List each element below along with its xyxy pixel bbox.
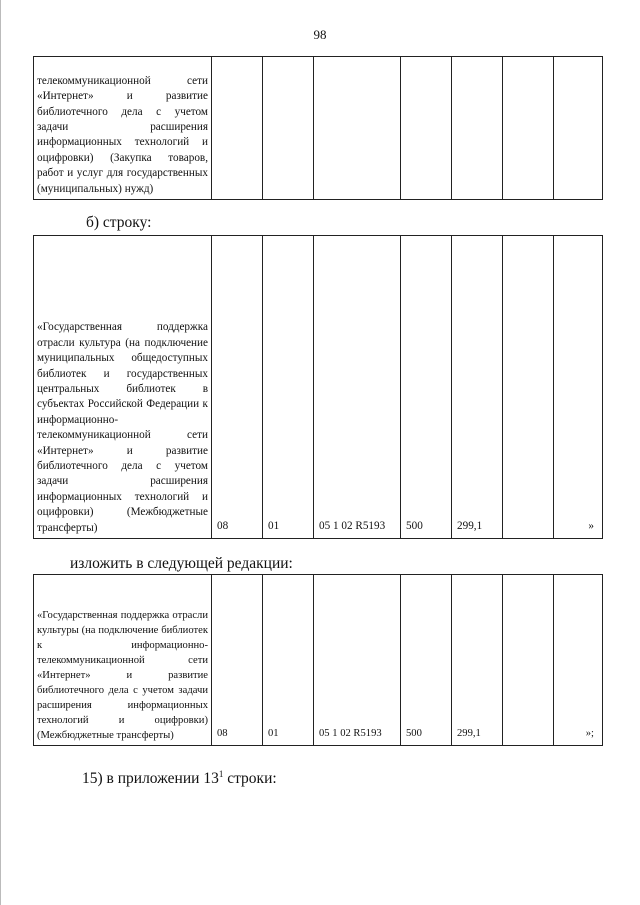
subsection-cell: 01 (263, 236, 314, 539)
target-article-cell (314, 57, 401, 200)
budget-table-continued (33, 56, 603, 200)
empty-cell (503, 57, 554, 200)
closing-cell (554, 57, 603, 200)
row-name-cell: телекоммуникационной сети «Интернет» и развитие библиотечного дела с учетом задачи расширения информационных технологий и оцифровки) (Закупка товаров, работ и услуг для государственных (муниципальных) нужд) (34, 57, 212, 200)
subsection-cell: 01 (263, 575, 314, 746)
section-cell (212, 57, 263, 200)
item-15-heading (82, 769, 277, 788)
expense-type-cell: 500 (401, 575, 452, 746)
budget-table-new-row (33, 574, 603, 746)
amount-cell (452, 57, 503, 200)
section-cell: 08 (212, 575, 263, 746)
subitem-b-label: б) строку: (86, 214, 152, 231)
item-15-superscript: 1 (218, 769, 224, 779)
empty-cell (503, 236, 554, 539)
amount-cell: 299,1 (452, 575, 503, 746)
item-15-tail: строки: (223, 770, 277, 787)
expense-type-cell (401, 57, 452, 200)
target-article-cell: 05 1 02 R5193 (314, 236, 401, 539)
edit-instruction-label: изложить в следующей редакции: (70, 555, 293, 572)
item-15-text: 15) в приложении 13 (82, 770, 219, 787)
scan-left-edge (0, 0, 1, 905)
closing-cell: »; (554, 575, 603, 746)
page-number: 98 (313, 27, 327, 42)
target-article-cell: 05 1 02 R5193 (314, 575, 401, 746)
row-name-cell: «Государственная поддержка отрасли культура (на подключение муниципальных общедоступных библиотек и государственных центральных библиотек в субъектах Российской Федерации к информационно-телекоммуникационной сети «Интернет» и развитие библиотечного дела с учетом задачи расширения информационных технологий и оцифровки) (Межбюджетные трансферты) (34, 236, 212, 539)
empty-cell (503, 575, 554, 746)
expense-type-cell: 500 (401, 236, 452, 539)
amount-cell: 299,1 (452, 236, 503, 539)
section-cell: 08 (212, 236, 263, 539)
row-name-cell: «Государственная поддержка отрасли культуры (на подключение библиотек к информационно-телекоммуникационной сети «Интернет» и развитие библиотечного дела с учетом задачи расширения информационных технологий и оцифровки) (Межбюджетные трансферты) (34, 575, 212, 746)
subsection-cell (263, 57, 314, 200)
closing-cell: » (554, 236, 603, 539)
budget-table-original-row (33, 235, 603, 539)
